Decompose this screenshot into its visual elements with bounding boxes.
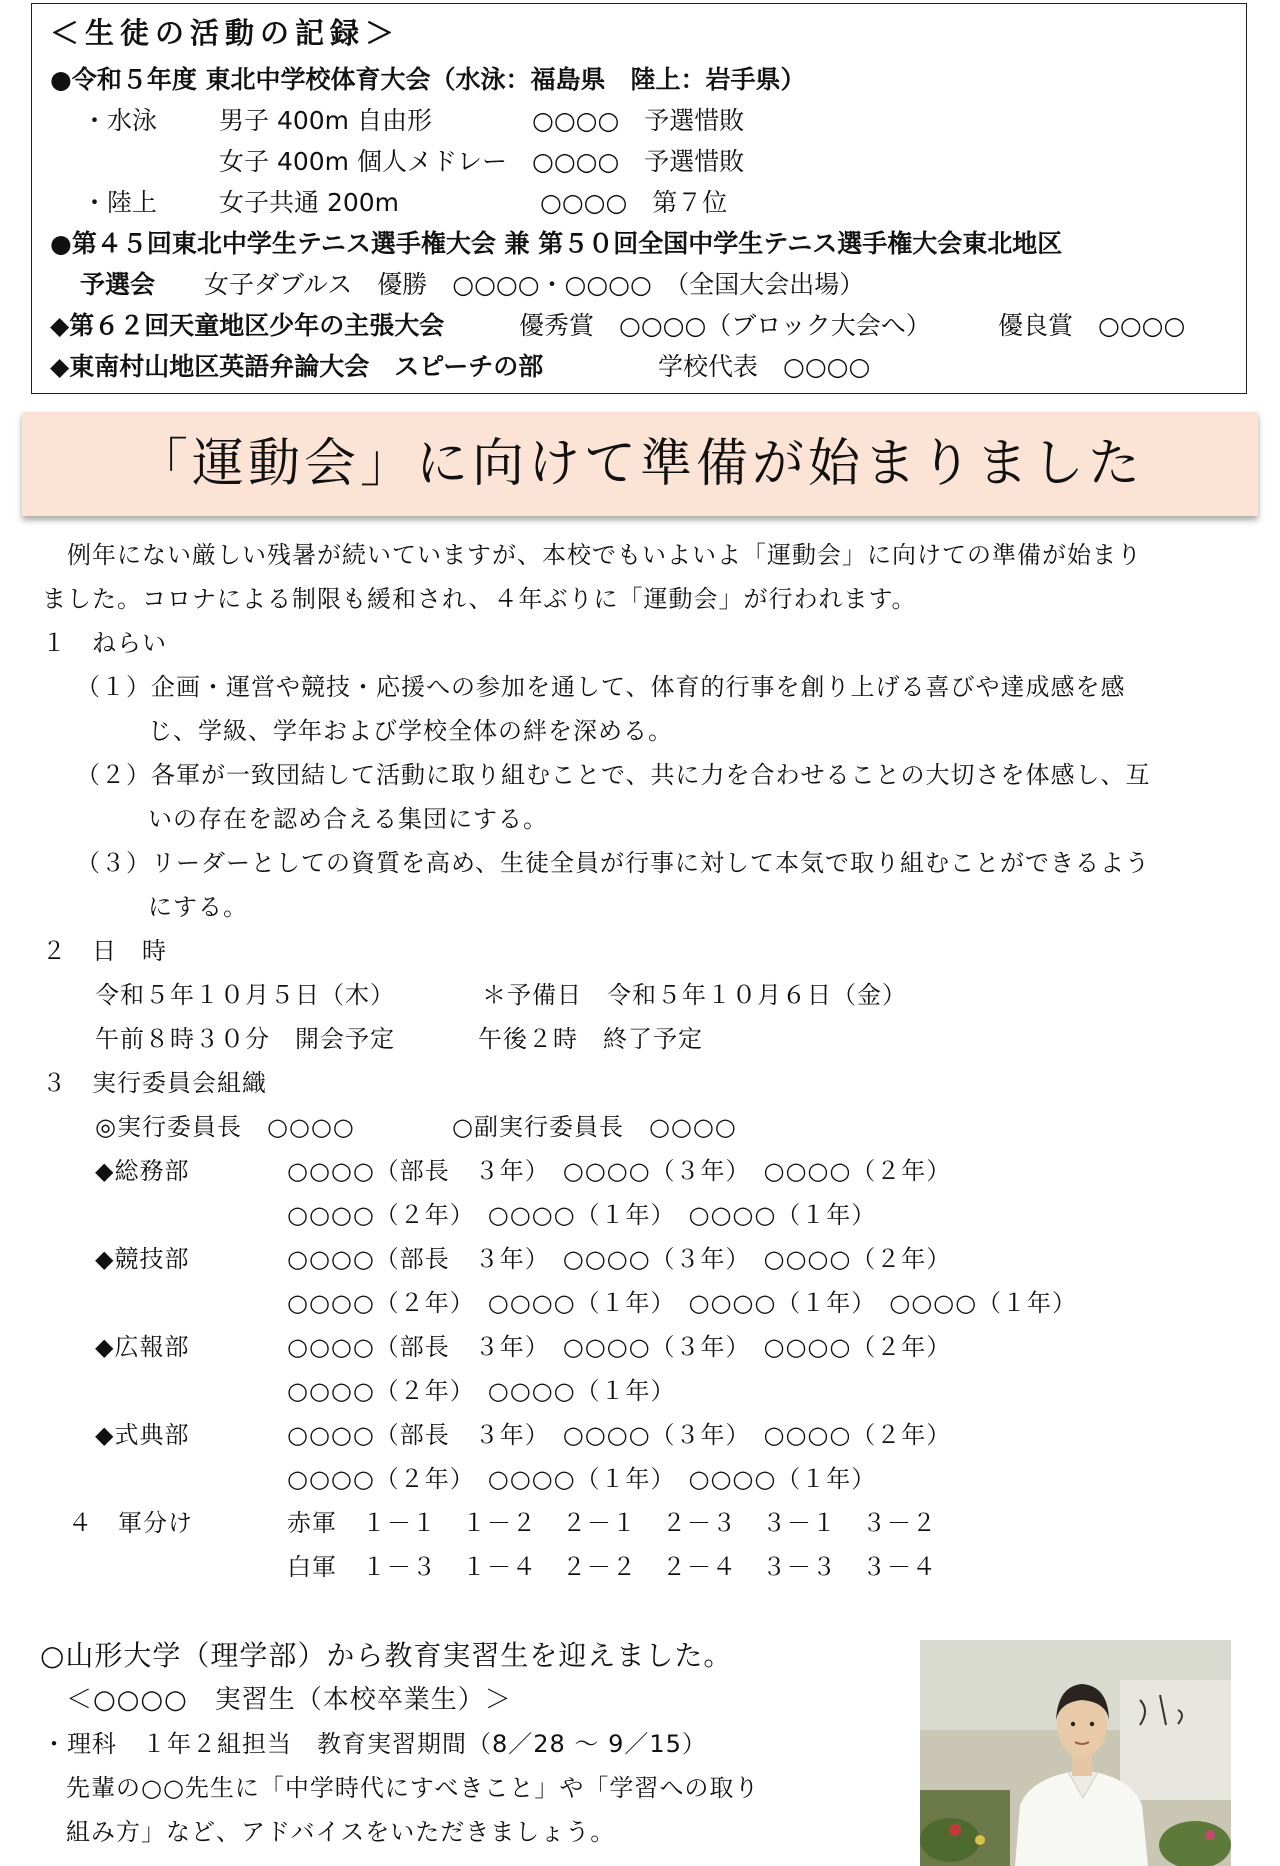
aims-heading: １ ねらい [42, 629, 167, 657]
dept-ceremony-row-2: ○○○○（２年） ○○○○（１年） ○○○○（１年） [287, 1465, 877, 1493]
dept-competition: ◆競技部 [95, 1245, 190, 1273]
sports-day-banner [22, 412, 1258, 516]
record-speech-contest: ◆第６２回天童地区少年の主張大会 [50, 311, 445, 340]
schedule-opening: 午前８時３０分 開会予定 [95, 1025, 395, 1053]
intern-message-2: 組み方」など、アドバイスをいただきましょう。 [66, 1818, 616, 1846]
dept-general-affairs-row-2: ○○○○（２年） ○○○○（１年） ○○○○（１年） [287, 1201, 877, 1229]
record-title: ＜生徒の活動の記録＞ [50, 16, 401, 50]
intern-subject: ・理科 １年２組担当 教育実習期間（8／28 ～ 9／15） [42, 1730, 707, 1758]
dept-publicity: ◆広報部 [95, 1333, 190, 1361]
aim-3-line-2: にする。 [148, 893, 248, 921]
dept-competition-row-2: ○○○○（２年） ○○○○（１年） ○○○○（１年） ○○○○（１年） [287, 1289, 1078, 1317]
dept-ceremony-row-1: ○○○○（部長 ３年） ○○○○（３年） ○○○○（２年） [287, 1421, 952, 1449]
record-line-tohoku-sports: ●令和５年度 東北中学校体育大会（水泳：福島県 陸上：岩手県） [50, 65, 806, 94]
record-english-speech: ◆東南村山地区英語弁論大会 スピーチの部 [50, 352, 544, 381]
schedule-reserve-date: ＊予備日 令和５年１０月６日（金） [482, 981, 907, 1009]
intern-message-1: 先輩の○○先生に「中学時代にすべきこと」や「学習への取り [66, 1774, 760, 1802]
record-track-event: 女子共通 200m [219, 188, 400, 217]
activity-record-box [31, 3, 1247, 394]
teams-heading: ４ 軍分け [68, 1509, 193, 1537]
dept-general-affairs-row-1: ○○○○（部長 ３年） ○○○○（３年） ○○○○（２年） [287, 1157, 952, 1185]
intern-name: ＜○○○○ 実習生（本校卒業生）＞ [66, 1685, 512, 1715]
intern-title: ○山形大学（理学部）から教育実習生を迎えました。 [40, 1639, 733, 1672]
aim-1-line-1: （１）企画・運営や競技・応援への参加を通して、体育的行事を創り上げる喜びや達成感を感 [76, 673, 1126, 701]
record-track-result: ○○○○ 第７位 [540, 188, 728, 217]
record-swim-result-2: ○○○○ 予選惜敗 [532, 147, 745, 176]
intro-line-2: ました。コロナによる制限も緩和され、４年ぶりに「運動会」が行われます。 [42, 585, 917, 613]
banner-title: 「運動会」に向けて準備が始まりました [135, 434, 1144, 494]
schedule-closing: 午後２時 終了予定 [478, 1025, 703, 1053]
record-swim-event-2: 女子 400m 個人メドレー [219, 147, 507, 176]
record-track-label: ・陸上 [82, 188, 158, 217]
record-line-tennis: ●第４５回東北中学生テニス選手権大会 兼 第５０回全国中学生テニス選手権大会東北地区 [50, 229, 1063, 258]
dept-publicity-row-1: ○○○○（部長 ３年） ○○○○（３年） ○○○○（２年） [287, 1333, 952, 1361]
intern-photo [920, 1640, 1231, 1866]
aim-2-line-2: いの存在を認め合える集団にする。 [148, 805, 548, 833]
record-speech-excellent: 優秀賞 ○○○○（ブロック大会へ） [519, 311, 931, 340]
committee-chair: ◎実行委員長 ○○○○ [95, 1113, 355, 1141]
record-speech-good: 優良賞 ○○○○ [998, 311, 1186, 340]
intern-photo-illustration [920, 1640, 1231, 1866]
committee-heading: ３ 実行委員会組織 [42, 1069, 267, 1097]
aim-2-line-1: （２）各軍が一致団結して活動に取り組むことで、共に力を合わせることの大切さを体感し、互 [76, 761, 1151, 789]
record-tennis-result: 女子ダブルス 優勝 ○○○○・○○○○ （全国大会出場） [204, 270, 865, 299]
aim-1-line-2: じ、学級、学年および学校全体の絆を深める。 [148, 717, 673, 745]
committee-vice-chair: ○副実行委員長 ○○○○ [452, 1113, 737, 1141]
dept-publicity-row-2: ○○○○（２年） ○○○○（１年） [287, 1377, 676, 1405]
schedule-heading: ２ 日 時 [42, 937, 167, 965]
team-red: 赤軍 １－１ １－２ ２－１ ２－３ ３－１ ３－２ [287, 1509, 937, 1537]
intro-line-1: 例年にない厳しい残暑が続いていますが、本校でもいよいよ「運動会」に向けての準備が始まり [42, 541, 1142, 569]
record-swim-label: ・水泳 [82, 106, 158, 135]
dept-ceremony: ◆式典部 [95, 1421, 190, 1449]
schedule-date: 令和５年１０月５日（木） [95, 981, 395, 1009]
aim-3-line-1: （３）リーダーとしての資質を高め、生徒全員が行事に対して本気で取り組むことができるよう [76, 849, 1151, 877]
record-swim-event-1: 男子 400m 自由形 [219, 106, 432, 135]
dept-general-affairs: ◆総務部 [95, 1157, 190, 1185]
record-swim-result-1: ○○○○ 予選惜敗 [532, 106, 745, 135]
team-white: 白軍 １－３ １－４ ２－２ ２－４ ３－３ ３－４ [287, 1553, 937, 1581]
record-tennis-qualifier: 予選会 [80, 270, 156, 299]
dept-competition-row-1: ○○○○（部長 ３年） ○○○○（３年） ○○○○（２年） [287, 1245, 952, 1273]
record-english-result: 学校代表 ○○○○ [658, 352, 871, 381]
